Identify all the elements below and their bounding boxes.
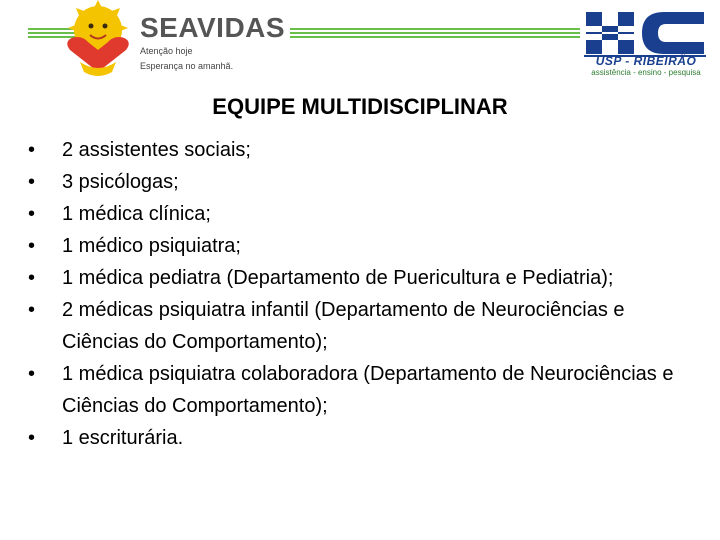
hc-tagline: assistência - ensino - pesquisa xyxy=(591,68,701,77)
list-item-text: 1 médica pediatra (Departamento de Puericultura e Pediatria); xyxy=(62,267,614,289)
list-item xyxy=(28,262,688,294)
bullet-icon: • xyxy=(28,427,36,449)
seavidas-wordmark xyxy=(140,14,285,72)
list-item xyxy=(28,294,688,358)
team-list xyxy=(28,134,688,454)
hc-subtitle: USP - RIBEIRÃO xyxy=(595,54,697,68)
sun-heart-logo-icon xyxy=(50,0,150,80)
bullet-icon: • xyxy=(28,139,36,161)
list-item-text: 1 escriturária. xyxy=(62,427,184,449)
page-title: EQUIPE MULTIDISCIPLINAR xyxy=(212,94,508,119)
list-item xyxy=(28,198,688,230)
bullet-icon: • xyxy=(28,171,36,193)
list-item-text: 1 médica clínica; xyxy=(62,203,211,225)
bullet-icon: • xyxy=(28,299,36,321)
list-item-text: 3 psicólogas; xyxy=(62,171,179,193)
list-item-text: 1 médica psiquiatra colaboradora (Departamento de Neurociências e Ciências do Comportamento); xyxy=(62,363,674,417)
seavidas-tagline-2: Esperança no amanhã. xyxy=(140,61,234,71)
list-item-text: 1 médico psiquiatra; xyxy=(62,235,241,257)
list-item-text: 2 assistentes sociais; xyxy=(62,139,251,161)
list-item xyxy=(28,422,688,454)
list-item xyxy=(28,230,688,262)
bullet-icon: • xyxy=(28,363,36,385)
list-item xyxy=(28,134,688,166)
seavidas-name: SEAVIDAS xyxy=(140,12,286,43)
list-item xyxy=(28,166,688,198)
list-item xyxy=(28,358,688,422)
seavidas-tagline-1: Atenção hoje xyxy=(140,46,193,56)
bullet-icon: • xyxy=(28,235,36,257)
bullet-icon: • xyxy=(28,203,36,225)
bullet-icon: • xyxy=(28,267,36,289)
list-item-text: 2 médicas psiquiatra infantil (Departamento de Neurociências e Ciências do Comportamento); xyxy=(62,299,625,353)
header xyxy=(0,0,720,90)
